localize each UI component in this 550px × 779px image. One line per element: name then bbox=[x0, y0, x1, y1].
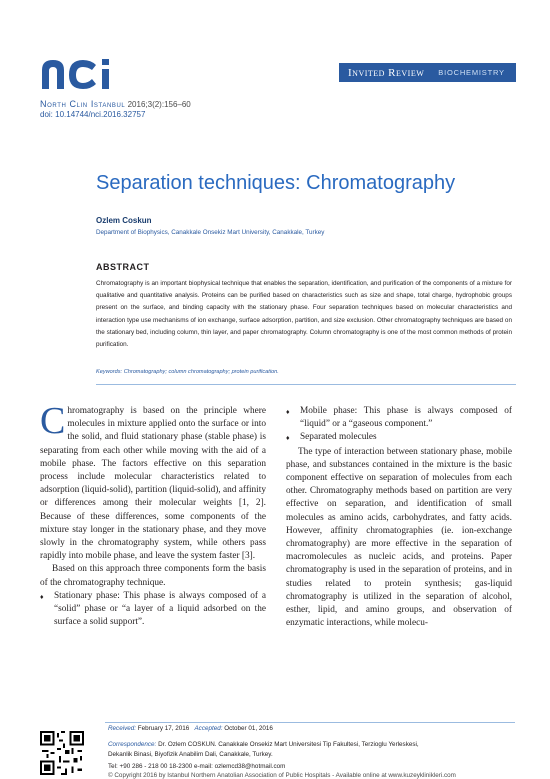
bullet-text: Separated molecules bbox=[300, 432, 377, 443]
bullet-item bbox=[286, 405, 512, 431]
body-paragraph-3: The type of interaction between stationary phase, mobile phase, and substances contained in the mixture is the basic component effective on separation of molecules from each other. Chromatography methods based on partition are very effective on separation, and identification of small molecules as amino acids, carbohydrates, and fatty acids. However, affinity chromatographies (ie. ion-exchange chromatography) are more effective in the separation of macromolecules as nucleic acids, and proteins. Paper chromatography is used in the separation of proteins, and in studies related to protein synthesis; gas-liquid chromatography is utilized in the separation of alcohol, esther, lipid, and amino groups, and observation of enzymatic interactions, while molecu- bbox=[286, 446, 512, 629]
bullet-item bbox=[40, 590, 266, 630]
body-left-column bbox=[40, 400, 266, 629]
accepted-date: October 01, 2016 bbox=[224, 725, 273, 732]
drop-cap: C bbox=[40, 400, 66, 442]
correspondence-block bbox=[108, 740, 419, 760]
keywords-label: Keywords: bbox=[96, 369, 123, 375]
author-name: Ozlem Coskun bbox=[96, 216, 152, 225]
bullet-text: Mobile phase: This phase is always composed of “liquid” or a “gaseous component.” bbox=[300, 406, 512, 430]
author-affiliation: Department of Biophysics, Canakkale Onsekiz Mart University, Canakkale, Turkey bbox=[96, 229, 325, 236]
qr-code-icon bbox=[40, 731, 84, 775]
body-paragraph-1 bbox=[40, 400, 266, 563]
body-right-column bbox=[286, 405, 512, 630]
keywords-line bbox=[96, 369, 279, 375]
journal-logo bbox=[40, 56, 122, 90]
bullet-icon: ♦ bbox=[286, 434, 290, 443]
journal-name: North Clin Istanbul bbox=[40, 99, 126, 109]
footer-divider bbox=[105, 722, 515, 723]
abstract-text: Chromatography is an important biophysical technique that enables the separation, identification, and purification of the components of a mixture for qualitative and quantitative analysis. Proteins can be purified based on characteristics such as size and shape, total charge, hydrophobic groups present on the surface, and binding capacity with the stationary phase. Four separation techniques based on molecular characteristics and interaction type use mechanisms of ion exchange, surface adsorption, partition, and size exclusion. Other chromatography techniques are based on the stationary bed, including column, thin layer, and paper chromatography. Column chromatography is one of the most common methods of protein purification. bbox=[96, 280, 512, 349]
correspondence-text: Dr. Ozlem COSKUN. Canakkale Onsekiz Mart Universitesi Tip Fakultesi, Terzioglu Yerleskesi, bbox=[158, 741, 419, 748]
badge-type: Invited Review bbox=[348, 66, 425, 79]
abstract-heading: ABSTRACT bbox=[96, 262, 150, 272]
article-title: Separation techniques: Chromatography bbox=[96, 172, 456, 194]
article-type-badge bbox=[339, 63, 516, 82]
bullet-icon: ♦ bbox=[286, 408, 290, 416]
keywords-value: Chromatography; column chromatography; protein purification. bbox=[123, 369, 279, 375]
badge-section: BIOCHEMISTRY bbox=[438, 68, 505, 77]
bullet-icon: ♦ bbox=[40, 592, 44, 601]
copyright-line: © Copyright 2016 by Istanbul Northern Anatolian Association of Public Hospitals - Available online at www.kuzeyklinikleri.com bbox=[108, 772, 456, 779]
journal-info bbox=[40, 99, 191, 120]
bullet-item bbox=[286, 431, 512, 445]
contact-line: Tel: +90 286 - 218 00 18-2300 e-mail: ozlemcd38@hotmail.com bbox=[108, 763, 286, 770]
received-label: Received: bbox=[108, 725, 137, 732]
correspondence-text-2: Dekanlik Binasi, Biyofizik Anabilim Dali, Canakkale, Turkey. bbox=[108, 751, 273, 758]
body-paragraph-2: Based on this approach three components form the basis of the chromatography technique. bbox=[40, 564, 266, 588]
correspondence-label: Correspondence: bbox=[108, 741, 157, 748]
body-paragraph-1-text: hromatography is based on the principle where molecules in mixture applied onto the surface or into the solid, and fluid stationary phase (stable phase) is separating from each other while moving with the aid of a mobile phase. The factors effective on this separation process include molecular characteristics related to adsorption (liquid-solid), partition (liquid-solid), and affinity or differences among their molecular weights [1, 2]. Because of these differences, some components of the mixture stay longer in the stationary phase, and they move slowly in the chromatography system, while others pass rapidly into mobile phase, and leave the system faster [3]. bbox=[40, 406, 266, 562]
bullet-text: Stationary phase: This phase is always composed of a “solid” phase or “a layer of a liquid adsorbed on the surface a solid support”. bbox=[54, 590, 266, 628]
accepted-label: Accepted: bbox=[194, 725, 223, 732]
journal-ref: 2016;3(2):156–60 bbox=[127, 100, 191, 109]
doi[interactable]: doi: 10.14744/nci.2016.32757 bbox=[40, 110, 146, 119]
abstract-divider bbox=[96, 384, 516, 385]
dates-line bbox=[108, 725, 273, 732]
received-date: February 17, 2016 bbox=[137, 725, 190, 732]
